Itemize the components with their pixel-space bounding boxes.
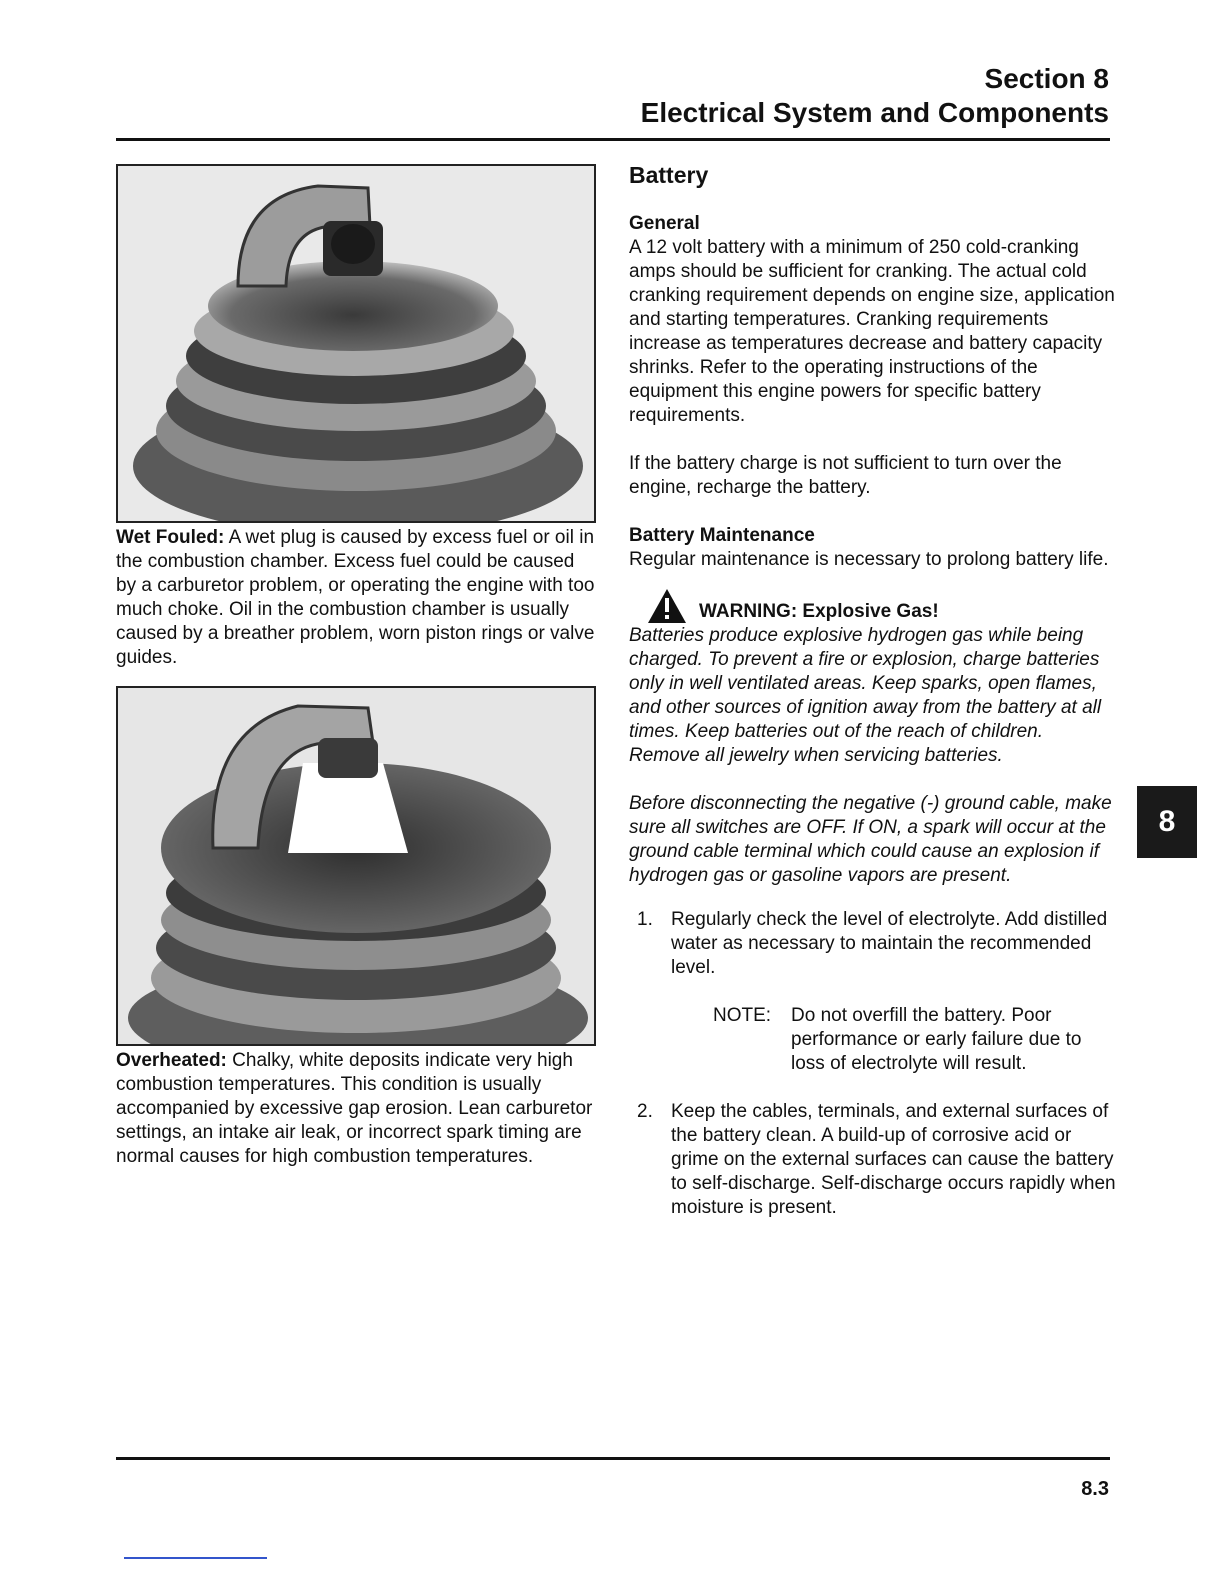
step-text: Regularly check the level of electrolyte. Add distilled water as necessary to maintain the recommended level. — [671, 909, 1108, 978]
note-block — [713, 1004, 1119, 1076]
note-text: Do not overfill the battery. Poor performance or early failure due to loss of electrolyte will result. — [791, 1005, 1082, 1074]
spark-plug-overheated-photo — [116, 686, 596, 1046]
battery-heading: Battery — [629, 162, 709, 188]
general-paragraph-2: If the battery charge is not sufficient to turn over the engine, recharge the battery. — [629, 453, 1062, 498]
section-tab: 8 — [1137, 786, 1197, 858]
wet-fouled-text: A wet plug is caused by excess fuel or oil in the combustion chamber. Excess fuel could be caused by a carburetor problem, or operating the engine with too much choke. Oil in the combustion chamber is usually caused by a breather problem, worn piston rings or valve guides. — [116, 527, 595, 668]
page-header — [641, 62, 1109, 130]
step-number: 1. — [637, 909, 653, 930]
spark-plug-wet-fouled-photo — [116, 164, 596, 523]
general-heading: General — [629, 213, 700, 234]
header-rule — [116, 138, 1110, 141]
warning-title: WARNING: Explosive Gas! — [699, 601, 939, 622]
wet-fouled-caption — [116, 526, 596, 670]
section-title: Electrical System and Components — [640, 97, 1109, 128]
warning-paragraph-2: Before disconnecting the negative (-) ground cable, make sure all switches are OFF. If ON, a spark will occur at the ground cable terminal which could cause an explosion if hydrogen gas or gasoline vapors are present. — [629, 793, 1112, 886]
step-number: 2. — [637, 1101, 653, 1122]
right-column — [629, 160, 1119, 1244]
maintenance-steps — [629, 908, 1119, 1220]
overheated-caption — [116, 1049, 596, 1169]
footer-mark — [124, 1557, 267, 1559]
step-text: Keep the cables, terminals, and external surfaces of the battery clean. A build-up of corrosive acid or grime on the external surfaces can cause the battery to self-discharge. Self-discharge occurs rapidly when moisture is present. — [671, 1101, 1116, 1218]
general-paragraph-1: A 12 volt battery with a minimum of 250 cold-cranking amps should be sufficient for cranking. The actual cold cranking requirement depends on engine size, application and starting temperatures. Cranking requirements increase as temperatures decrease and battery capacity shrinks. Refer to the operating instructions of the equipment this engine powers for specific battery requirements. — [629, 237, 1115, 426]
warning-triangle-icon — [647, 588, 687, 624]
footer-rule — [116, 1457, 1110, 1460]
step-item — [629, 908, 1119, 1076]
wet-fouled-label: Wet Fouled: — [116, 527, 225, 548]
page-number: 8.3 — [1081, 1478, 1109, 1500]
battery-maintenance-heading: Battery Maintenance — [629, 525, 815, 546]
overheated-label: Overheated: — [116, 1050, 227, 1071]
section-number: Section 8 — [984, 63, 1109, 94]
maintenance-paragraph: Regular maintenance is necessary to prolong battery life. — [629, 549, 1109, 570]
warning-block — [629, 588, 1119, 624]
warning-paragraph-1: Batteries produce explosive hydrogen gas while being charged. To prevent a fire or explosion, charge batteries only in well ventilated areas. Keep sparks, open flames, and other sources of ignition away from the battery at all times. Keep batteries out of the reach of children. Remove all jewelry when servicing batteries. — [629, 625, 1102, 766]
note-label: NOTE: — [713, 1005, 772, 1026]
step-item — [629, 1100, 1119, 1220]
left-column — [116, 164, 596, 1169]
overheated-text: Chalky, white deposits indicate very high combustion temperatures. This condition is usually accompanied by excessive gap erosion. Lean carburetor settings, an intake air leak, or incorrect spark timing are normal causes for high combustion temperatures. — [116, 1050, 593, 1167]
